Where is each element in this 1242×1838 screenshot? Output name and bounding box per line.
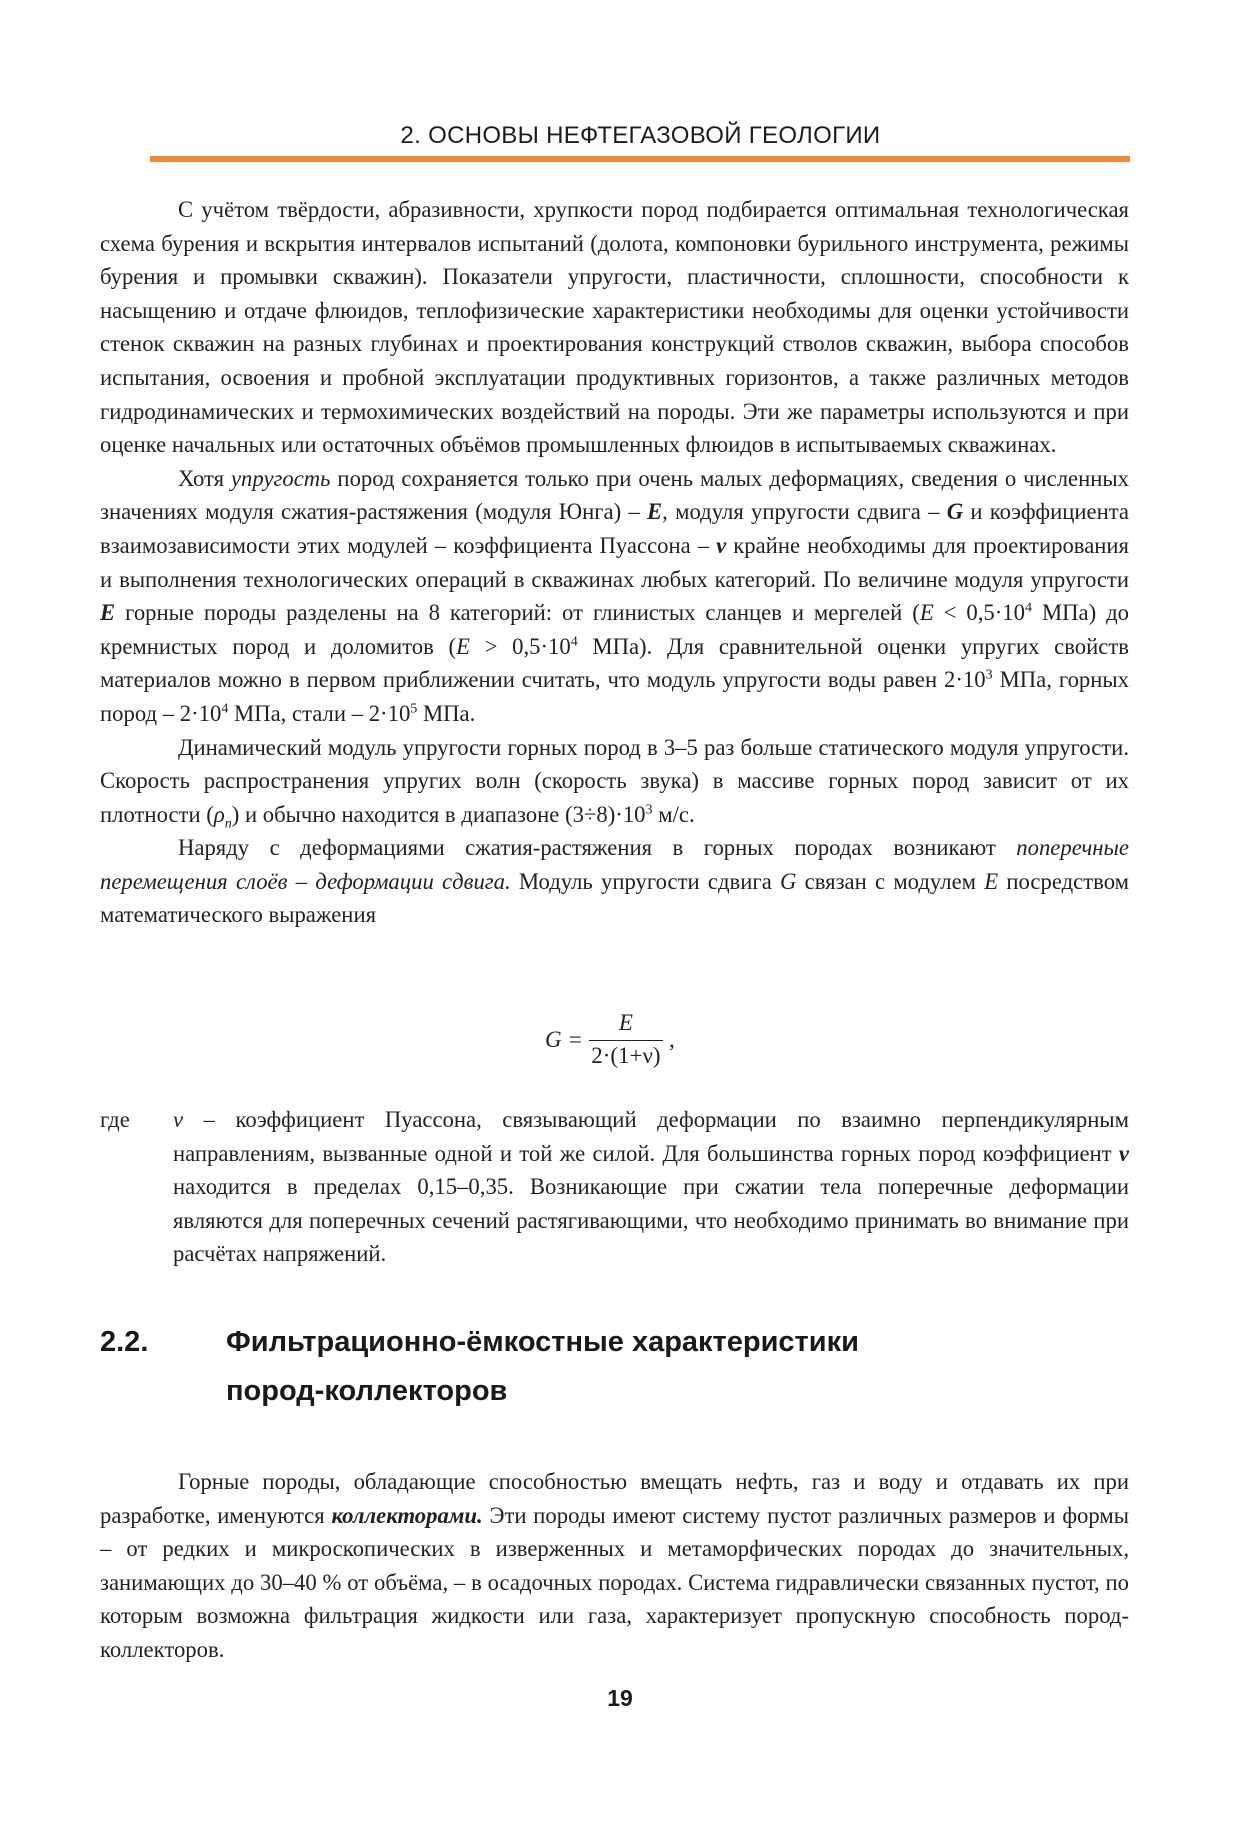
section-number: 2.2. xyxy=(100,1326,149,1358)
page-number: 19 xyxy=(607,1685,633,1711)
header-rule xyxy=(150,156,1130,162)
section-heading xyxy=(100,1318,1129,1416)
paragraph-4: Наряду с деформациями сжатия-растяжения в горных породах возникают поперечные перемещения слоёв – деформации сдвига. Модуль упругости сдвига G связан с модулем E посредством математического выражения xyxy=(100,835,1129,928)
where-definition xyxy=(100,1103,1129,1271)
running-head: 2. ОСНОВЫ НЕФТЕГАЗОВОЙ ГЕОЛОГИИ xyxy=(400,122,881,149)
where-text: ν – коэффициент Пуассона, связывающий деформации по взаимно перпендикулярным направлениям, вызванные одной и той же силой. Для большинства горных пород коэффициент ν находится в пределах 0,15–0,35. Возникающие при сжатии тела поперечные деформации являются для поперечных сечений растягивающими, что необходимо принимать во внимание при расчётах напряжений. xyxy=(173,1107,1129,1267)
paragraph-3: Динамический модуль упругости горных пород в 3–5 раз больше статического модуля упругости. Скорость распространения упругих волн (скорость звука) в массиве горных пород зависит от их плотности $(\rho_п)$ и обычно находится в диапазоне $(3\div 8)\cdot 10^3$ м/с. xyxy=(100,734,1129,832)
paragraph-2: Хотя упругость пород сохраняется только при очень малых деформациях, сведения о численных значениях модуля сжатия-растяжения (модуля Юнга) – E, модуля упругости сдвига – G и коэффициента взаимозависимости этих модулей – коэффициента Пуассона – ν крайне необходимы для проектирования и выполнения технологических операций в скважинах любых категорий. По величине модуля упругости E горные породы разделены на 8 категорий: от глинистых сланцев и мергелей ($E < 0,5\cdot 10^4$ МПа) до кремнистых пород и доломитов ($E > 0,5\cdot 10^4$ МПа). Для сравнительной оценки упругих свойств материалов можно в первом приближении считать, что модуль упругости воды равен $2\cdot 10^3$ МПа, горных пород – $2\cdot 10^4$ МПа, стали – $2\cdot 10^5$ МПа. xyxy=(100,465,1130,726)
where-label: где xyxy=(100,1107,130,1132)
body-block-1 xyxy=(100,193,1129,932)
formula-trailing-comma: , xyxy=(668,1026,675,1052)
shear-modulus-formula xyxy=(545,1010,675,1069)
section-title-line-2: пород-коллекторов xyxy=(226,1375,508,1407)
body-block-2 xyxy=(100,1465,1129,1667)
formula-fraction xyxy=(589,1010,663,1069)
paragraph-1: С учётом твёрдости, абразивности, хрупкости пород подбирается оптимальная технологическая схема бурения и вскрытия интервалов испытаний (долота, компоновки бурильного инструмента, режимы бурения и промывки скважин). Показатели упругости, пластичности, сплошности, способности к насыщению и отдаче флюидов, теплофизические характеристики необходимы для оценки устойчивости стенок скважин на разных глубинах и проектирования конструкций стволов скважин, выбора способов испытания, освоения и пробной эксплуатации продуктивных горизонтов, а также различных методов гидродинамических и термохимических воздействий на породы. Эти же параметры используются и при оценке начальных или остаточных объёмов промышленных флюидов в испытываемых скважинах. xyxy=(100,197,1129,458)
formula-lhs: G = xyxy=(545,1026,583,1052)
formula-denominator: 2·(1+ν) xyxy=(591,1043,661,1068)
formula-numerator: E xyxy=(589,1010,663,1041)
paragraph-5: Горные породы, обладающие способностью вмещать нефть, газ и воду и отдавать их при разработке, именуются коллекторами. Эти породы имеют систему пустот различных размеров и формы – от редких и микроскопических в изверженных и метаморфических породах до значительных, занимающих до 30–40 % от объёма, – в осадочных породах. Система гидравлически связанных пустот, по которым возможна фильтрация жидкости или газа, характеризует пропускную способность пород-коллекторов. xyxy=(100,1469,1130,1662)
section-title-line-1: Фильтрационно-ёмкостные характеристики xyxy=(226,1326,859,1358)
section-title xyxy=(226,1318,1129,1416)
